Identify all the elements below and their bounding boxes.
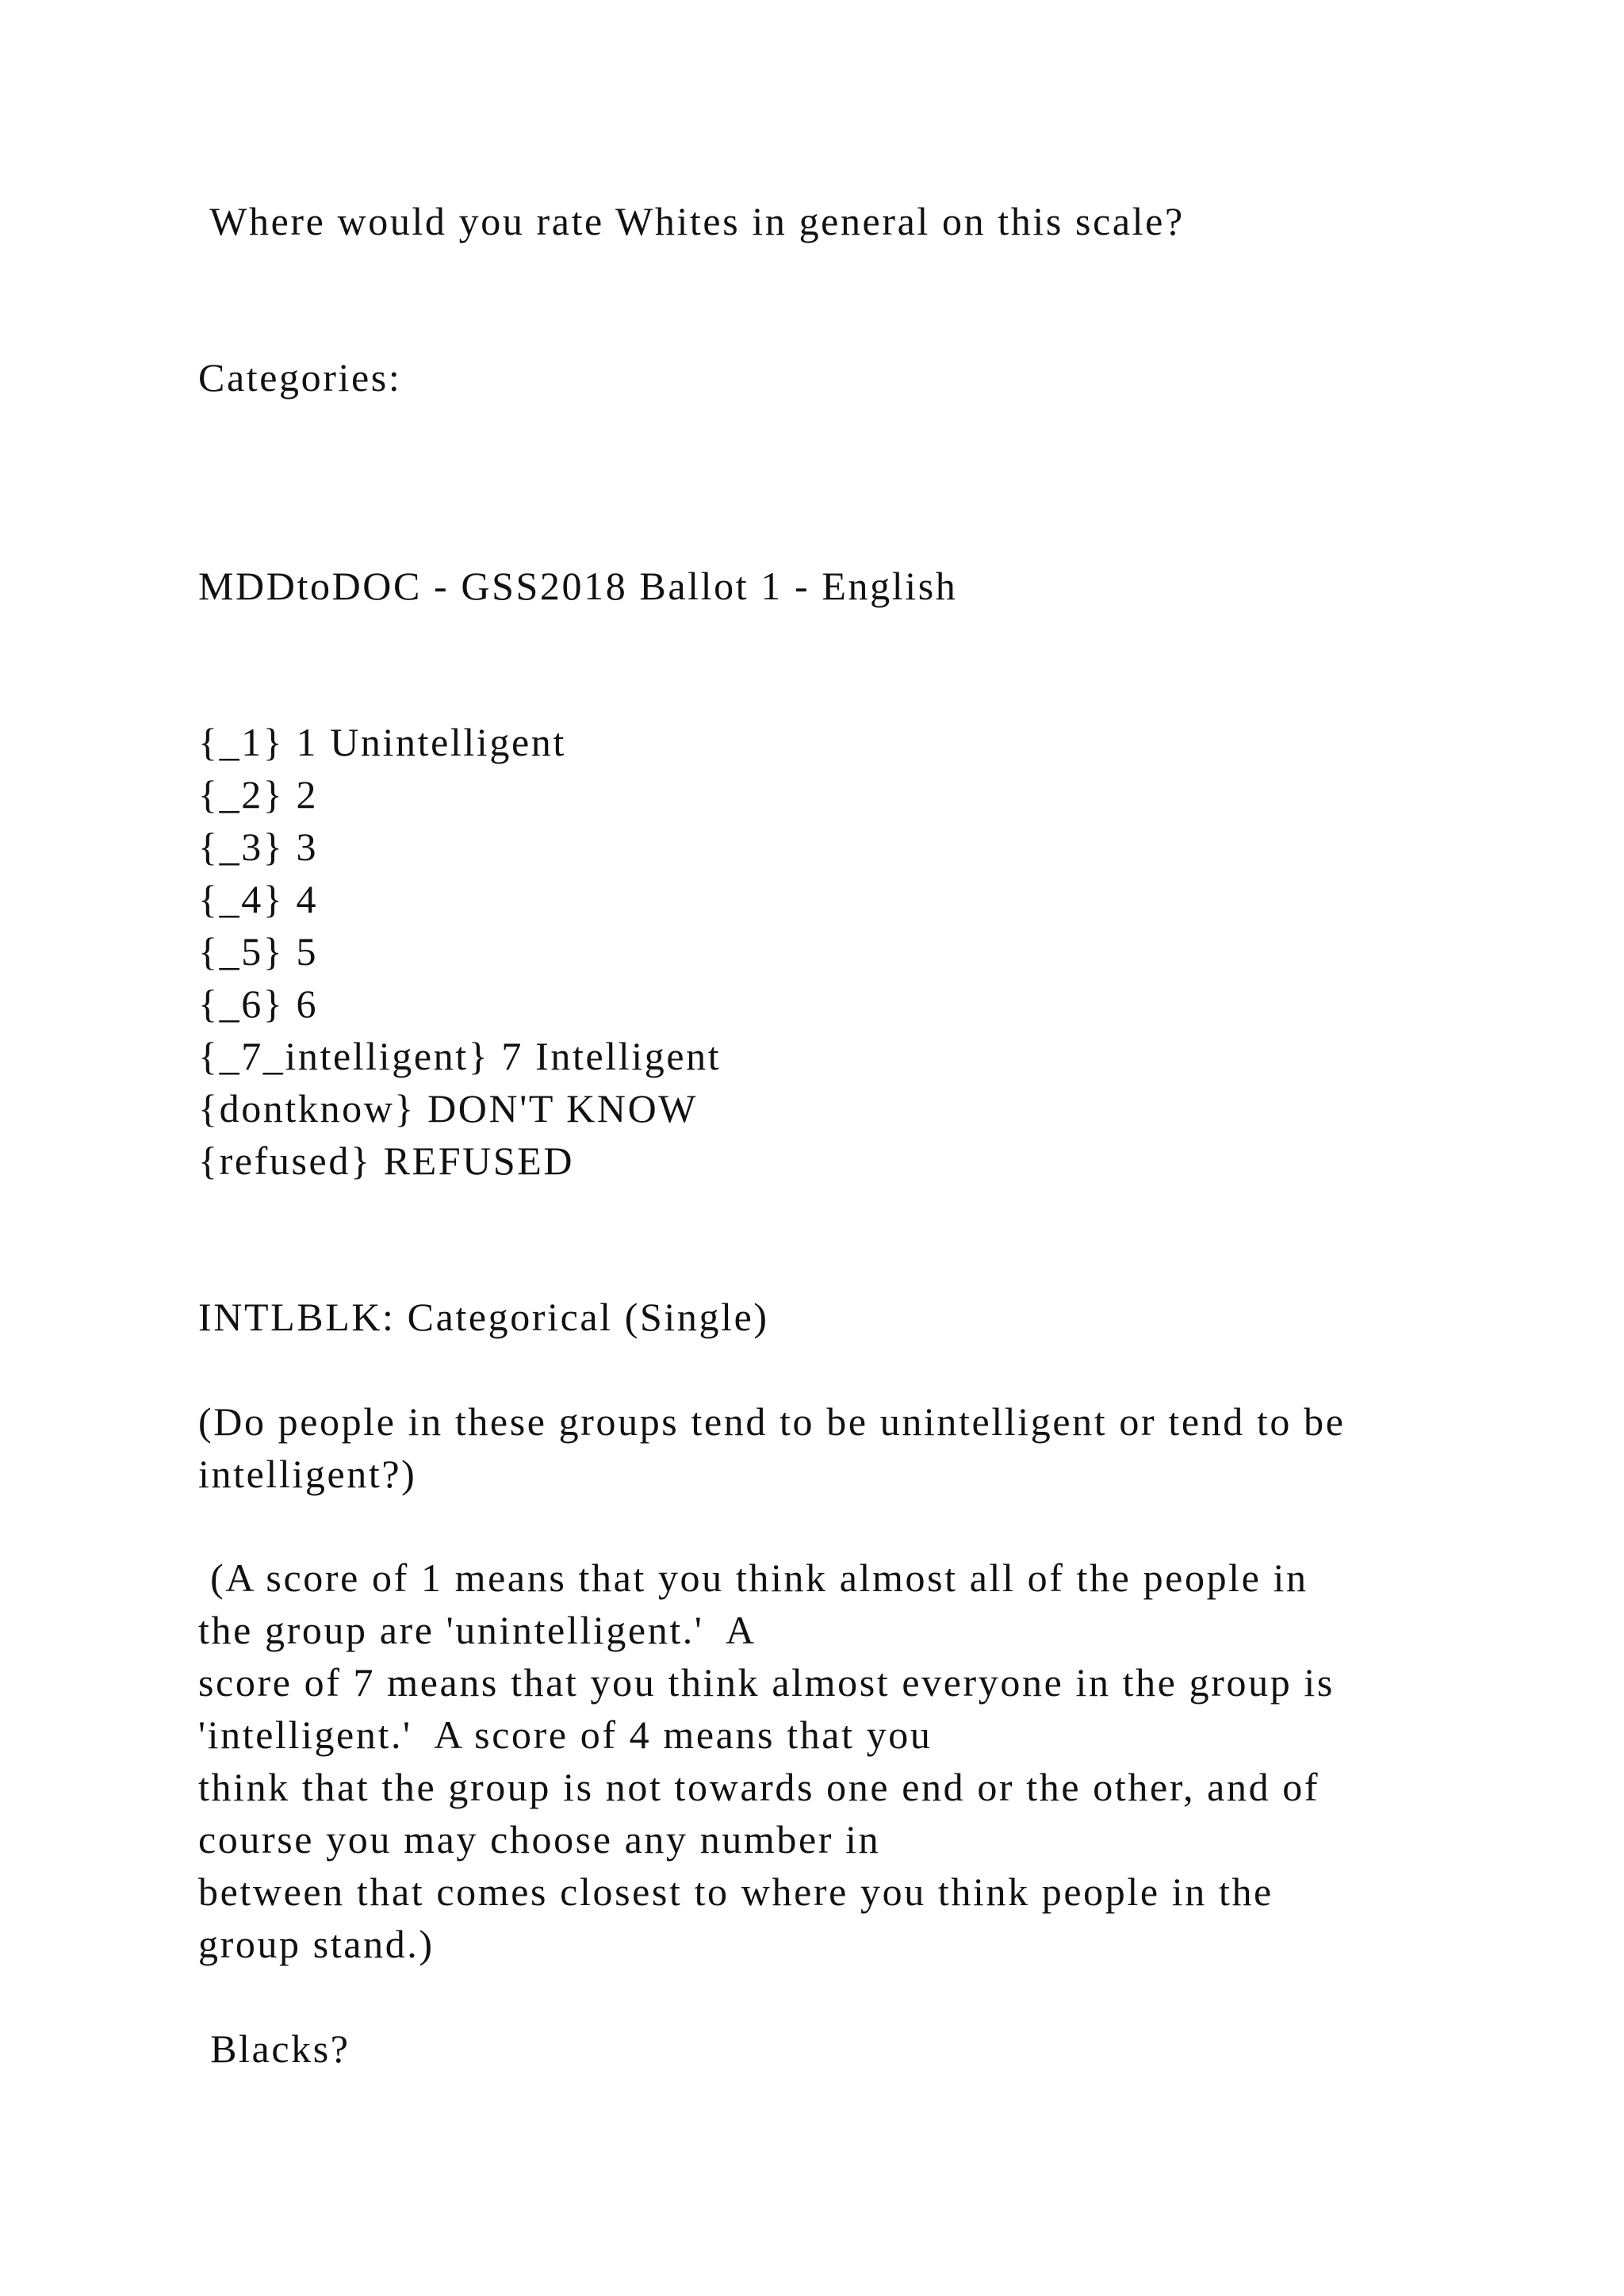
- category-option: {_2} 2: [198, 772, 319, 817]
- source-header: MDDtoDOC - GSS2018 Ballot 1 - English: [198, 564, 958, 608]
- prompt-line: (Do people in these groups tend to be unintelligent or tend to be: [198, 1399, 1346, 1444]
- prompt-line: intelligent?): [198, 1452, 417, 1496]
- instruction-line: score of 7 means that you think almost everyone in the group is: [198, 1660, 1335, 1705]
- category-option: {_6} 6: [198, 982, 319, 1026]
- instruction-line: group stand.): [198, 1922, 435, 1966]
- instruction-line: the group are 'unintelligent.' A: [198, 1608, 756, 1652]
- category-option: {_4} 4: [198, 877, 319, 921]
- category-option: {_3} 3: [198, 825, 319, 869]
- question-whites: Where would you rate Whites in general on this scale?: [198, 199, 1185, 243]
- instruction-line: think that the group is not towards one end or the other, and of: [198, 1765, 1320, 1809]
- variable-header: INTLBLK: Categorical (Single): [198, 1295, 769, 1339]
- question-blacks: Blacks?: [198, 2026, 350, 2071]
- instruction-line: (A score of 1 means that you think almost all of the people in: [198, 1556, 1308, 1600]
- instruction-line: course you may choose any number in: [198, 1817, 881, 1862]
- category-option: {dontknow} DON'T KNOW: [198, 1086, 699, 1131]
- category-option: {_5} 5: [198, 929, 319, 974]
- instruction-line: between that comes closest to where you think people in the: [198, 1869, 1274, 1914]
- category-option: {refused} REFUSED: [198, 1138, 575, 1183]
- instruction-line: 'intelligent.' A score of 4 means that you: [198, 1712, 933, 1757]
- category-option: {_7_intelligent} 7 Intelligent: [198, 1034, 722, 1078]
- category-option: {_1} 1 Unintelligent: [198, 720, 566, 764]
- categories-label: Categories:: [198, 355, 402, 400]
